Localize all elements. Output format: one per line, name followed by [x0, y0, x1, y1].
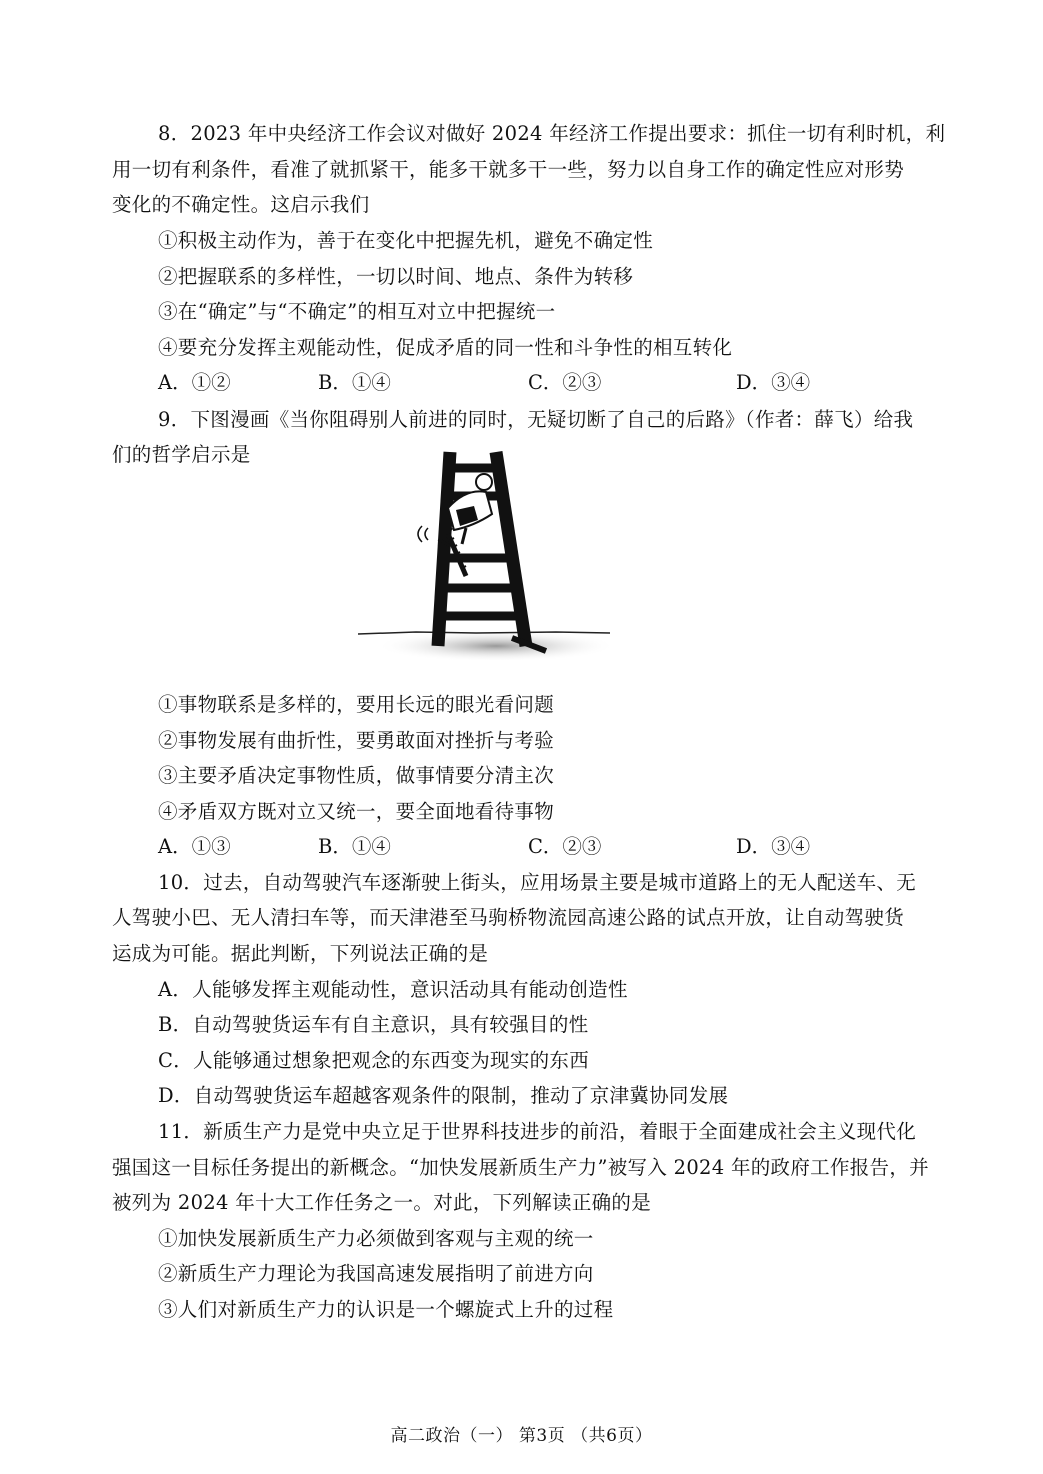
q8-stem-line-2: 用一切有利条件，看准了就抓紧干，能多干就多干一些，努力以自身工作的确定性应对形势 — [112, 158, 905, 181]
q11-item-3: ③人们对新质生产力的认识是一个螺旋式上升的过程 — [158, 1298, 614, 1321]
q9-stem-line-1: 9．下图漫画《当你阻碍别人前进的同时，无疑切断了自己的后路》（作者：薛飞）给我 — [158, 408, 914, 431]
q9-item-3: ③主要矛盾决定事物性质，做事情要分清主次 — [158, 764, 555, 787]
q9-choice-d: D．③④ — [736, 835, 811, 858]
q10-option-a: A．人能够发挥主观能动性，意识活动具有能动创造性 — [158, 978, 628, 1001]
q9-item-1: ①事物联系是多样的，要用长远的眼光看问题 — [158, 693, 555, 716]
q10-option-c: C．人能够通过想象把观念的东西变为现实的东西 — [158, 1049, 590, 1072]
q9-stem-line-2: 们的哲学启示是 — [112, 443, 251, 466]
q8-item-1: ①积极主动作为，善于在变化中把握先机，避免不确定性 — [158, 229, 654, 252]
q9-item-4: ④矛盾双方既对立又统一，要全面地看待事物 — [158, 800, 555, 823]
q10-stem-line-3: 运成为可能。据此判断，下列说法正确的是 — [112, 942, 489, 965]
q9-choice-a: A．①③ — [158, 835, 231, 858]
page-footer: 高二政治（一） 第3页 （共6页） — [390, 1426, 653, 1446]
q10-option-b: B．自动驾驶货运车有自主意识，具有较强目的性 — [158, 1013, 589, 1036]
q11-stem-line-2: 强国这一目标任务提出的新概念。“加快发展新质生产力”被写入 2024 年的政府工作报告，并 — [112, 1156, 929, 1179]
ladder-cartoon-image — [356, 448, 612, 660]
q8-item-3: ③在“确定”与“不确定”的相互对立中把握统一 — [158, 300, 556, 323]
q10-option-d: D．自动驾驶货运车超越客观条件的限制，推动了京津冀协同发展 — [158, 1084, 729, 1107]
q9-choice-c: C．②③ — [528, 835, 602, 858]
q8-choice-a: A．①② — [158, 371, 231, 394]
q8-choice-d: D．③④ — [736, 371, 811, 394]
q11-item-1: ①加快发展新质生产力必须做到客观与主观的统一 — [158, 1227, 594, 1250]
q11-stem-line-3: 被列为 2024 年十大工作任务之一。对此，下列解读正确的是 — [112, 1191, 652, 1214]
q11-stem-line-1: 11．新质生产力是党中央立足于世界科技进步的前沿，着眼于全面建成社会主义现代化 — [158, 1120, 917, 1143]
q8-item-4: ④要充分发挥主观能动性，促成矛盾的同一性和斗争性的相互转化 — [158, 336, 733, 359]
q8-choice-c: C．②③ — [528, 371, 602, 394]
q9-item-2: ②事物发展有曲折性，要勇敢面对挫折与考验 — [158, 729, 555, 752]
q8-stem-line-3: 变化的不确定性。这启示我们 — [112, 193, 370, 216]
q10-stem-line-2: 人驾驶小巴、无人清扫车等，而天津港至马驹桥物流园高速公路的试点开放，让自动驾驶货 — [112, 906, 905, 929]
q8-stem-line-1: 8．2023 年中央经济工作会议对做好 2024 年经济工作提出要求：抓住一切有利时机，利 — [158, 122, 946, 145]
q10-stem-line-1: 10．过去，自动驾驶汽车逐渐驶上街头，应用场景主要是城市道路上的无人配送车、无 — [158, 871, 917, 894]
q8-choice-b: B．①④ — [318, 371, 391, 394]
q11-item-2: ②新质生产力理论为我国高速发展指明了前进方向 — [158, 1262, 594, 1285]
q9-choice-b: B．①④ — [318, 835, 391, 858]
q8-item-2: ②把握联系的多样性，一切以时间、地点、条件为转移 — [158, 265, 634, 288]
